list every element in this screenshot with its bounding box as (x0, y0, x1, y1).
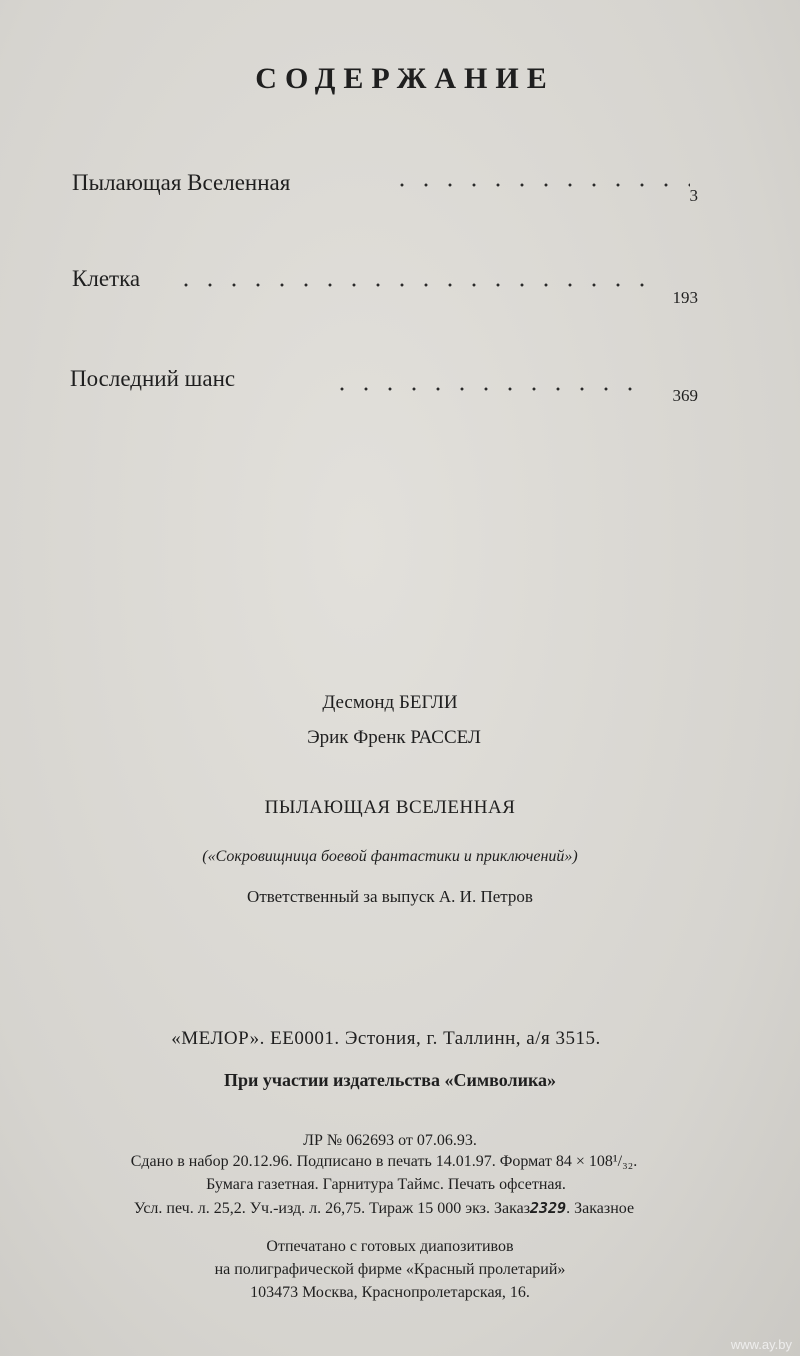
imprint-line (0, 1199, 784, 1218)
toc-leader-dots (390, 180, 690, 190)
imprint-line-text: Усл. печ. л. 25,2. Уч.-изд. л. 26,75. Тираж 15 000 экз. Заказ (133, 1200, 531, 1217)
responsible-editor: Ответственный за выпуск А. И. Петров (247, 887, 533, 906)
toc-entry-page: 3 (689, 186, 698, 205)
contents-heading: СОДЕРЖАНИЕ (255, 62, 555, 95)
imprint-line: Бумага газетная. Гарнитура Таймс. Печать офсетная. (206, 1176, 566, 1193)
author-name: Десмонд БЕГЛИ (322, 692, 458, 713)
printing-line: Отпечатано с готовых диапозитивов (266, 1238, 514, 1255)
printing-line: на полиграфической фирме «Красный пролетарий» (214, 1261, 566, 1278)
toc-leader-dots (174, 280, 644, 290)
toc-entry-title: Клетка (72, 266, 141, 291)
toc-entry-title: Пылающая Вселенная (72, 170, 291, 195)
publisher-address: «МЕЛОР». ЕЕ0001. Эстония, г. Таллинн, а/я 3515. (171, 1028, 601, 1049)
license-number: ЛР № 062693 от 07.06.93. (303, 1132, 477, 1149)
author-name: Эрик Френк РАССЕЛ (307, 727, 481, 748)
toc-entry-title: Последний шанс (70, 366, 236, 391)
toc-entry (72, 170, 712, 205)
site-watermark: www.ay.by (730, 1337, 792, 1352)
partner-publisher: При участии издательства «Символика» (223, 1070, 557, 1090)
series-name: («Сокровищница боевой фантастики и приключений») (202, 848, 578, 865)
imprint-line-suffix: . Заказное (566, 1200, 635, 1217)
imprint-line: Сдано в набор 20.12.96. Подписано в печать 14.01.97. Формат 84 × 108¹/₃₂. (130, 1153, 638, 1170)
toc-entry-page: 193 (672, 288, 698, 307)
toc-entry (70, 366, 710, 405)
book-title: ПЫЛАЮЩАЯ ВСЕЛЕННАЯ (264, 797, 516, 818)
toc-entry-page: 369 (672, 386, 698, 405)
toc-entry (72, 266, 712, 307)
order-number: 2329 (530, 1199, 567, 1217)
printing-line: 103473 Москва, Краснопролетарская, 16. (250, 1284, 530, 1301)
toc-leader-dots (330, 384, 635, 394)
